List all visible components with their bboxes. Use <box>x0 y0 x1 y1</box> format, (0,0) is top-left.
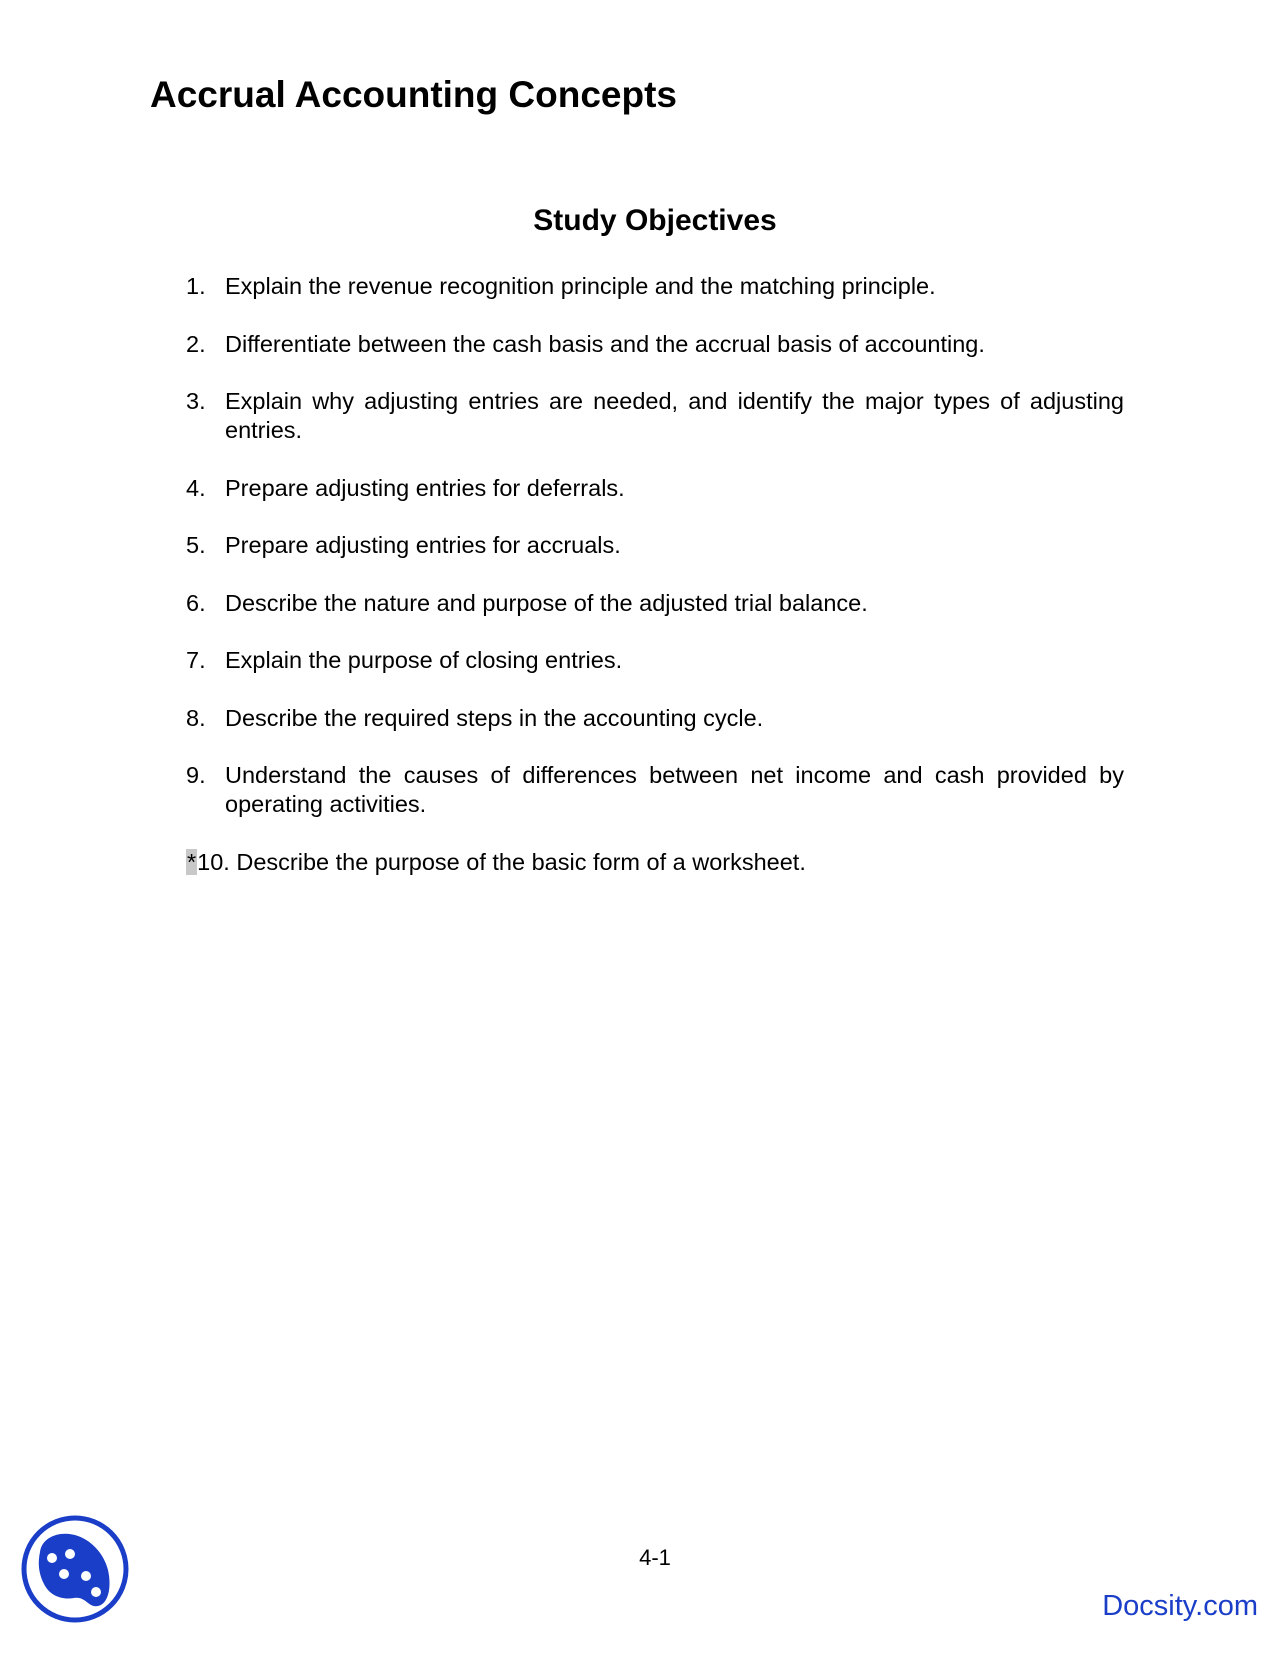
objective-item-optional <box>186 848 1124 877</box>
docsity-brand-link[interactable]: Docsity.com <box>1102 1590 1258 1622</box>
objective-item <box>186 531 1124 560</box>
objective-number: 8. <box>186 704 206 731</box>
objective-number: 9. <box>186 762 206 788</box>
objectives-list <box>186 272 1124 905</box>
objective-text: Describe the required steps in the accounting cycle. <box>225 704 764 731</box>
objective-number: 2. <box>186 330 206 357</box>
objective-text: Explain the revenue recognition principle and the matching principle. <box>225 273 936 299</box>
page-number: 4-1 <box>639 1545 671 1570</box>
objective-text: Prepare adjusting entries for deferrals. <box>225 474 625 501</box>
objective-number: 7. <box>186 647 206 673</box>
objective-item <box>186 330 1124 359</box>
objective-text: Prepare adjusting entries for accruals. <box>225 532 621 558</box>
objective-text: Describe the nature and purpose of the adjusted trial balance. <box>225 589 868 616</box>
page-title: Accrual Accounting Concepts <box>150 74 677 115</box>
objective-number: 1. <box>186 273 206 299</box>
objective-number: 6. <box>186 589 206 616</box>
objective-item <box>186 589 1124 618</box>
asterisk-marker: * <box>187 848 197 875</box>
section-title: Study Objectives <box>533 204 777 237</box>
objective-number: 4. <box>186 474 206 501</box>
objective-text: Understand the causes of differences between net income and cash provided by operating activities. <box>225 762 1124 817</box>
objective-text: Differentiate between the cash basis and the accrual basis of accounting. <box>225 330 985 357</box>
objective-item <box>186 704 1124 733</box>
objective-text: Explain the purpose of closing entries. <box>225 647 623 673</box>
docsity-logo-icon[interactable] <box>20 1514 130 1624</box>
objective-item <box>186 474 1124 503</box>
objective-item <box>186 646 1124 675</box>
objective-number: 5. <box>186 532 206 558</box>
objective-item <box>186 387 1124 445</box>
objective-number: 10. <box>197 848 230 875</box>
objective-text: Explain why adjusting entries are needed, and identify the major types of adjusting entries. <box>225 388 1124 443</box>
objective-text: Describe the purpose of the basic form of a worksheet. <box>236 848 806 875</box>
objective-item <box>186 272 1124 301</box>
objective-item <box>186 761 1124 819</box>
objective-number: 3. <box>186 388 206 414</box>
